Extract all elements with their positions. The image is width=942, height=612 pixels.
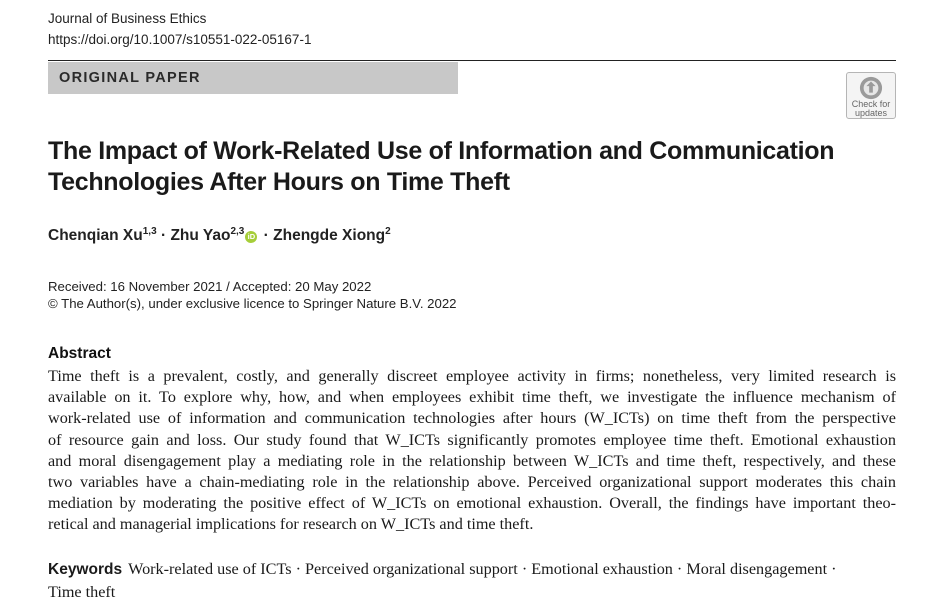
keywords-heading: Keywords	[48, 561, 123, 578]
author-affiliation[interactable]: 2,3	[230, 226, 245, 237]
author-affiliation[interactable]: 1,3	[142, 226, 157, 237]
abstract-line: retical and managerial implications for research on W_ICTs and time theft.	[48, 515, 534, 534]
abstract-line: available on it. To explore why, how, and when employees exhibit time theft, we investigate the influence mechanism of	[48, 388, 896, 407]
abstract-line: two variables have a chain-mediating role in the relationship above. Perceived organizational support moderates this chain	[48, 473, 896, 492]
abstract-text	[48, 366, 896, 536]
abstract-line: mediation by moderating the positive effect of W_ICTs on emotional exhaustion. Overall, the findings have important theo-	[48, 494, 896, 513]
copyright-notice: © The Author(s), under exclusive licence to Springer Nature B.V. 2022	[48, 296, 457, 311]
check-for-updates-button[interactable]	[846, 72, 896, 119]
author-name[interactable]: Chenqian Xu	[48, 227, 143, 245]
author-name[interactable]: Zhengde Xiong	[273, 227, 386, 245]
check-updates-line2: updates	[854, 108, 888, 118]
journal-name: Journal of Business Ethics	[48, 11, 207, 26]
author-separator: ·	[160, 227, 167, 245]
doi-link[interactable]: https://doi.org/10.1007/s10551-022-05167-1	[48, 32, 312, 47]
article-dates: Received: 16 November 2021 / Accepted: 20 May 2022	[48, 279, 372, 294]
check-updates-line1: Check for	[851, 99, 891, 109]
author-name[interactable]: Zhu Yao	[170, 227, 231, 245]
keywords-section	[48, 558, 896, 603]
title-line: The Impact of Work-Related Use of Information and Communication	[48, 137, 835, 165]
keywords-list-continued: Time theft	[48, 583, 116, 601]
abstract-line: of resource gain and loss. Our study found that W_ICTs significantly promotes employee time theft. Emotional exhaustion	[48, 430, 896, 449]
abstract-line: Time theft is a prevalent, costly, and generally discreet employee activity in firms; nonetheless, very limited research is	[48, 367, 896, 385]
author-list	[48, 226, 391, 245]
article-title	[48, 136, 888, 198]
article-type-banner	[48, 62, 458, 94]
author-affiliation[interactable]: 2	[385, 226, 391, 237]
check-updates-icon	[858, 76, 884, 100]
orcid-icon[interactable]: iD	[245, 231, 257, 243]
abstract-line: and moral disengagement play a mediating role in the relationship between W_ICTs and time theft, respectively, and these	[48, 451, 896, 470]
header-rule	[48, 60, 896, 61]
title-line: Technologies After Hours on Time Theft	[48, 168, 510, 196]
abstract-line: work-related use of information and communication technologies after hours (W_ICTs) on time theft from the perspective	[48, 409, 896, 428]
article-type-label: ORIGINAL PAPER	[59, 70, 201, 86]
keywords-list: Work-related use of ICTs · Perceived organizational support · Emotional exhaustion · Moral disengagement ·	[128, 560, 837, 578]
abstract-heading: Abstract	[48, 345, 111, 362]
author-separator: ·	[263, 227, 269, 245]
